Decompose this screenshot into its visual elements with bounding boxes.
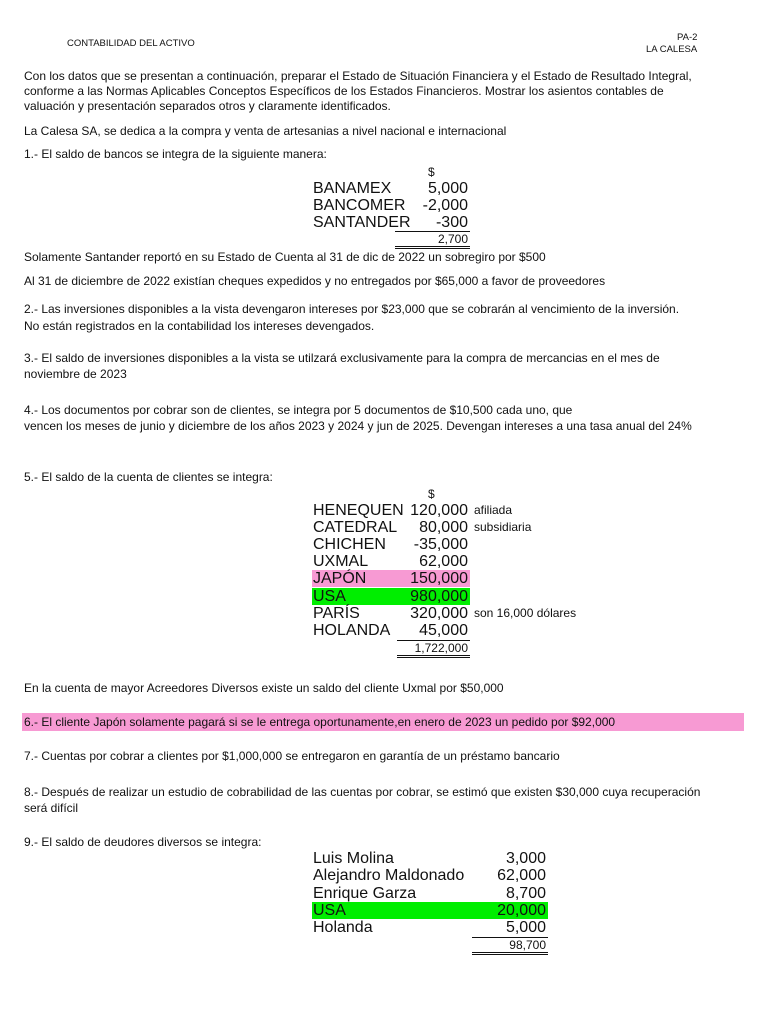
client-value: 120,000 [410, 502, 468, 519]
debtor-name: Enrique Garza [313, 885, 417, 902]
table-row [312, 502, 470, 519]
table-row-highlighted [312, 570, 470, 587]
client-name: UXMAL [313, 553, 369, 570]
item-1-note-1: Solamente Santander reportó en su Estado de Cuenta al 31 de dic de 2022 un sobregiro por $500 [24, 250, 546, 264]
client-value: 320,000 [410, 605, 468, 622]
item-1-note-2: Al 31 de diciembre de 2022 existían cheques expedidos y no entregados por $65,000 a favor de proveedores [24, 274, 606, 288]
client-name: PARÍS [313, 605, 360, 622]
table-row [313, 214, 470, 231]
table-row-highlighted [312, 588, 470, 605]
table-row [312, 605, 470, 622]
client-value: 150,000 [410, 570, 468, 587]
client-name: JAPÓN [313, 570, 367, 587]
client-name: CATEDRAL [313, 519, 398, 536]
table-row-highlighted [312, 902, 548, 919]
table-row [312, 622, 470, 639]
clients-total [397, 640, 470, 655]
item-1-text: 1.- El saldo de bancos se integra de la siguiente manera: [24, 147, 327, 161]
intro-line-3: valuación y presentación separados otros y claramente identificados. [24, 99, 391, 113]
table-row [312, 553, 470, 570]
header-code: PA-2 [677, 32, 698, 43]
client-note: son 16,000 dólares [474, 606, 577, 620]
item-2-line-2: No están registrados en la contabilidad los intereses devengados. [24, 319, 375, 333]
item-5-currency: $ [428, 487, 435, 501]
table-row [312, 885, 548, 902]
client-value: 62,000 [419, 553, 468, 570]
bank-name: BANCOMER [313, 197, 406, 214]
debtor-value: 5,000 [505, 919, 546, 936]
debtor-value: 62,000 [497, 867, 546, 884]
item-3-line-1: 3.- El saldo de inversiones disponibles a la vista se utilzará exclusivamente para la compra de mercancias en el mes de [24, 351, 660, 365]
total-double-rule [472, 952, 548, 955]
item-3-line-2: noviembre de 2023 [24, 367, 127, 381]
client-value: 980,000 [410, 588, 468, 605]
debtor-value: 20,000 [497, 902, 546, 919]
client-note: subsidiaria [474, 520, 532, 534]
bank-name: BANAMEX [313, 180, 392, 197]
clients-total-value: 1,722,000 [414, 641, 468, 655]
header-company: LA CALESA [646, 44, 698, 55]
debtor-value: 3,000 [505, 850, 546, 867]
company-description: La Calesa SA, se dedica a la compra y venta de artesanias a nivel nacional e internacional [24, 124, 507, 138]
item-9-text: 9.- El saldo de deudores diversos se integra: [24, 835, 262, 849]
item-6-text: 6.- El cliente Japón solamente pagará si se le entrega oportunamente,en enero de 2023 un pedido por $92,000 [24, 715, 616, 729]
debtor-name: USA [313, 902, 346, 919]
client-name: HENEQUEN [313, 502, 404, 519]
client-note: afiliada [474, 503, 513, 517]
bank-value: 5,000 [427, 180, 468, 197]
item-2-line-1: 2.- Las inversiones disponibles a la vista devengaron intereses por $23,000 que se cobrarán al vencimiento de la inversión. [24, 302, 680, 316]
table-row [312, 919, 548, 936]
bank-total [395, 231, 470, 246]
debtor-name: Holanda [313, 919, 373, 936]
bank-name: SANTANDER [313, 214, 411, 231]
bank-value: -300 [435, 214, 468, 231]
debtor-value: 8,700 [505, 885, 546, 902]
item-8-line-2: será difícil [24, 801, 79, 815]
debtor-name: Luis Molina [313, 850, 394, 867]
client-value: -35,000 [413, 536, 468, 553]
client-name: HOLANDA [313, 622, 391, 639]
item-1-currency: $ [428, 165, 435, 179]
item-7-text: 7.- Cuentas por cobrar a clientes por $1,000,000 se entregaron en garantía de un préstamo bancario [24, 749, 560, 763]
table-row [312, 536, 470, 553]
debtors-total-value: 98,700 [509, 938, 546, 952]
intro-line-1: Con los datos que se presentan a continuación, preparar el Estado de Situación Financiera y el Estado de Resultado Integral, [24, 69, 692, 83]
item-5-note: En la cuenta de mayor Acreedores Diversos existe un saldo del cliente Uxmal por $50,000 [24, 681, 504, 695]
intro-line-2: conforme a las Normas Aplicables Conceptos Específicos de los Estados Financieros. Mostrar los asientos contables de [24, 84, 664, 98]
table-row [312, 867, 548, 884]
table-row [313, 197, 470, 214]
client-value: 80,000 [419, 519, 468, 536]
item-4-line-1: 4.- Los documentos por cobrar son de clientes, se integra por 5 documentos de $10,500 cada uno, que [24, 403, 573, 417]
client-value: 45,000 [419, 622, 468, 639]
client-name: USA [313, 588, 346, 605]
item-4-line-2: vencen los meses de junio y diciembre de los años 2023 y 2024 y jun de 2025. Devengan intereses a una tasa anual del 24% [24, 419, 692, 433]
item-5-text: 5.- El saldo de la cuenta de clientes se integra: [24, 470, 273, 484]
total-double-rule [395, 246, 470, 249]
total-double-rule [397, 655, 470, 658]
client-name: CHICHEN [313, 536, 386, 553]
bank-value: -2,000 [422, 197, 468, 214]
bank-total-value: 2,700 [437, 232, 468, 246]
table-row [312, 519, 470, 536]
item-8-line-1: 8.- Después de realizar un estudio de cobrabilidad de las cuentas por cobrar, se estimó que existen $30,000 cuya recuperación [24, 785, 701, 799]
table-row [312, 850, 548, 867]
header-subject: CONTABILIDAD DEL ACTIVO [67, 38, 195, 49]
debtor-name: Alejandro Maldonado [313, 867, 465, 884]
debtors-total [472, 937, 548, 952]
table-row [313, 180, 470, 197]
